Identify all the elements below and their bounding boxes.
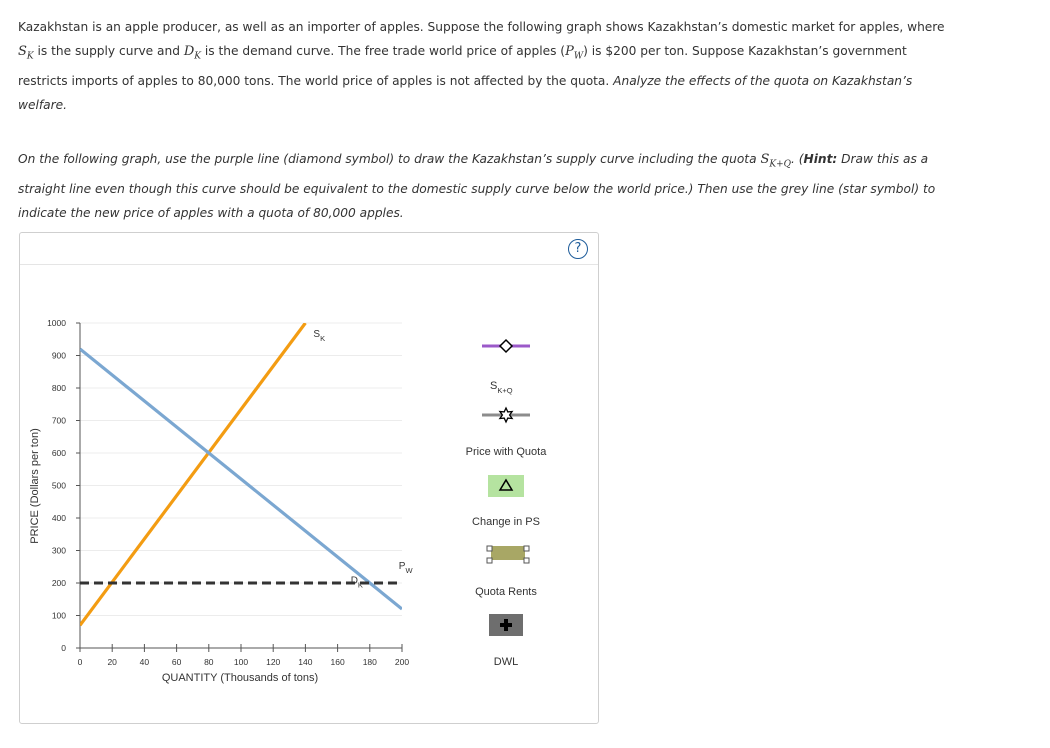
hint-label: Hint: — [803, 152, 838, 166]
legend-label-change-ps: Change in PS — [472, 516, 540, 528]
corner-handle-icon — [487, 558, 492, 563]
tool-dwl[interactable] — [489, 614, 523, 636]
legend-label-dwl: DWL — [493, 656, 519, 668]
symbol-demand: $D_K$ — [183, 44, 202, 62]
question-text: restricts imports of apples to 80,000 tons. The world price of apples is not affected by the quota. — [18, 73, 610, 88]
question-text-italic: welfare. — [18, 97, 67, 112]
y-tick-label: 700 — [51, 415, 66, 426]
world-price-label: $P_W$ — [398, 561, 413, 575]
question-text: indicate the new price of apples with a quota of 80,000 apples. — [18, 205, 404, 220]
symbol-supply-quota: $S_{K+Q}$ — [760, 152, 791, 170]
x-tick-label: 180 — [362, 657, 377, 667]
tool-price-with-quota[interactable] — [482, 408, 530, 422]
question-text: Draw this as a — [837, 152, 929, 166]
ps-swatch — [488, 475, 524, 497]
question-text-italic: Analyze the effects of the quota on Kazakhstan’s — [613, 73, 913, 88]
x-tick-label: 140 — [298, 657, 313, 667]
question-text: is the supply curve and — [33, 44, 184, 58]
axes — [47, 318, 409, 667]
y-tick-label: 300 — [51, 545, 66, 556]
legend-label-price-quota: Price with Quota — [465, 446, 547, 458]
x-tick-label: 100 — [233, 657, 249, 667]
question-paragraph-1 — [18, 15, 948, 117]
chart-canvas — [20, 233, 598, 723]
x-tick-label: 0 — [77, 657, 83, 667]
question-text: ) is $200 per ton. Suppose Kazakhstan’s government — [583, 44, 907, 58]
question-text: Kazakhstan is an apple producer, as well as an importer of apples. Suppose the following graph shows Kazakhstan’s domestic market for apples, where — [18, 20, 945, 34]
y-tick-label: 800 — [51, 383, 66, 393]
x-tick-label: 20 — [107, 657, 117, 667]
help-icon[interactable]: ? — [568, 239, 588, 259]
y-tick-label: 0 — [61, 643, 66, 653]
question-paragraph-2 — [18, 147, 948, 225]
x-tick-label: 160 — [330, 657, 345, 667]
corner-handle-icon — [487, 546, 492, 551]
question-text: . ( — [791, 152, 804, 166]
y-axis-label: PRICE (Dollars per ton) — [29, 428, 41, 544]
tool-supply-quota[interactable] — [482, 340, 530, 352]
y-tick-label: 1000 — [47, 318, 66, 328]
corner-handle-icon — [524, 558, 529, 563]
graph-panel — [19, 232, 599, 724]
y-tick-label: 900 — [51, 350, 66, 361]
y-tick-label: 600 — [51, 448, 66, 458]
question-text: is the demand curve. The free trade world price of apples ( — [201, 44, 566, 58]
x-tick-label: 200 — [394, 657, 410, 667]
tool-change-in-ps[interactable] — [488, 475, 524, 497]
rents-swatch — [491, 546, 525, 560]
y-tick-label: 400 — [51, 513, 66, 523]
diamond-icon — [500, 340, 512, 352]
symbol-supply: $S_K$ — [18, 44, 34, 62]
star-icon — [500, 408, 512, 422]
legend-label-skq: $S_{K+Q}$ — [490, 380, 513, 395]
y-tick-label: 100 — [51, 610, 66, 621]
supply-curve — [80, 323, 305, 625]
question-text: straight line even though this curve should be equivalent to the domestic supply curve below the world price.) Then use the grey line (star symbol) to — [18, 181, 936, 196]
question-text: On the following graph, use the purple line (diamond symbol) to draw the Kazakhstan’s supply curve including the quota — [18, 152, 757, 166]
demand-curve-label: $D_K$ — [350, 575, 363, 590]
y-tick-label: 500 — [51, 480, 66, 491]
symbol-world-price: $P_W$ — [565, 44, 584, 62]
legend-label-quota-rents: Quota Rents — [475, 586, 537, 598]
x-tick-label: 80 — [204, 657, 214, 667]
x-tick-label: 120 — [266, 657, 281, 667]
x-axis-label: QUANTITY (Thousands of tons) — [161, 672, 319, 684]
corner-handle-icon — [524, 546, 529, 551]
y-tick-label: 200 — [51, 578, 66, 588]
tool-quota-rents[interactable] — [487, 546, 529, 563]
x-tick-label: 60 — [171, 657, 182, 667]
x-tick-label: 40 — [139, 657, 150, 667]
supply-curve-label: $S_K$ — [313, 329, 326, 343]
